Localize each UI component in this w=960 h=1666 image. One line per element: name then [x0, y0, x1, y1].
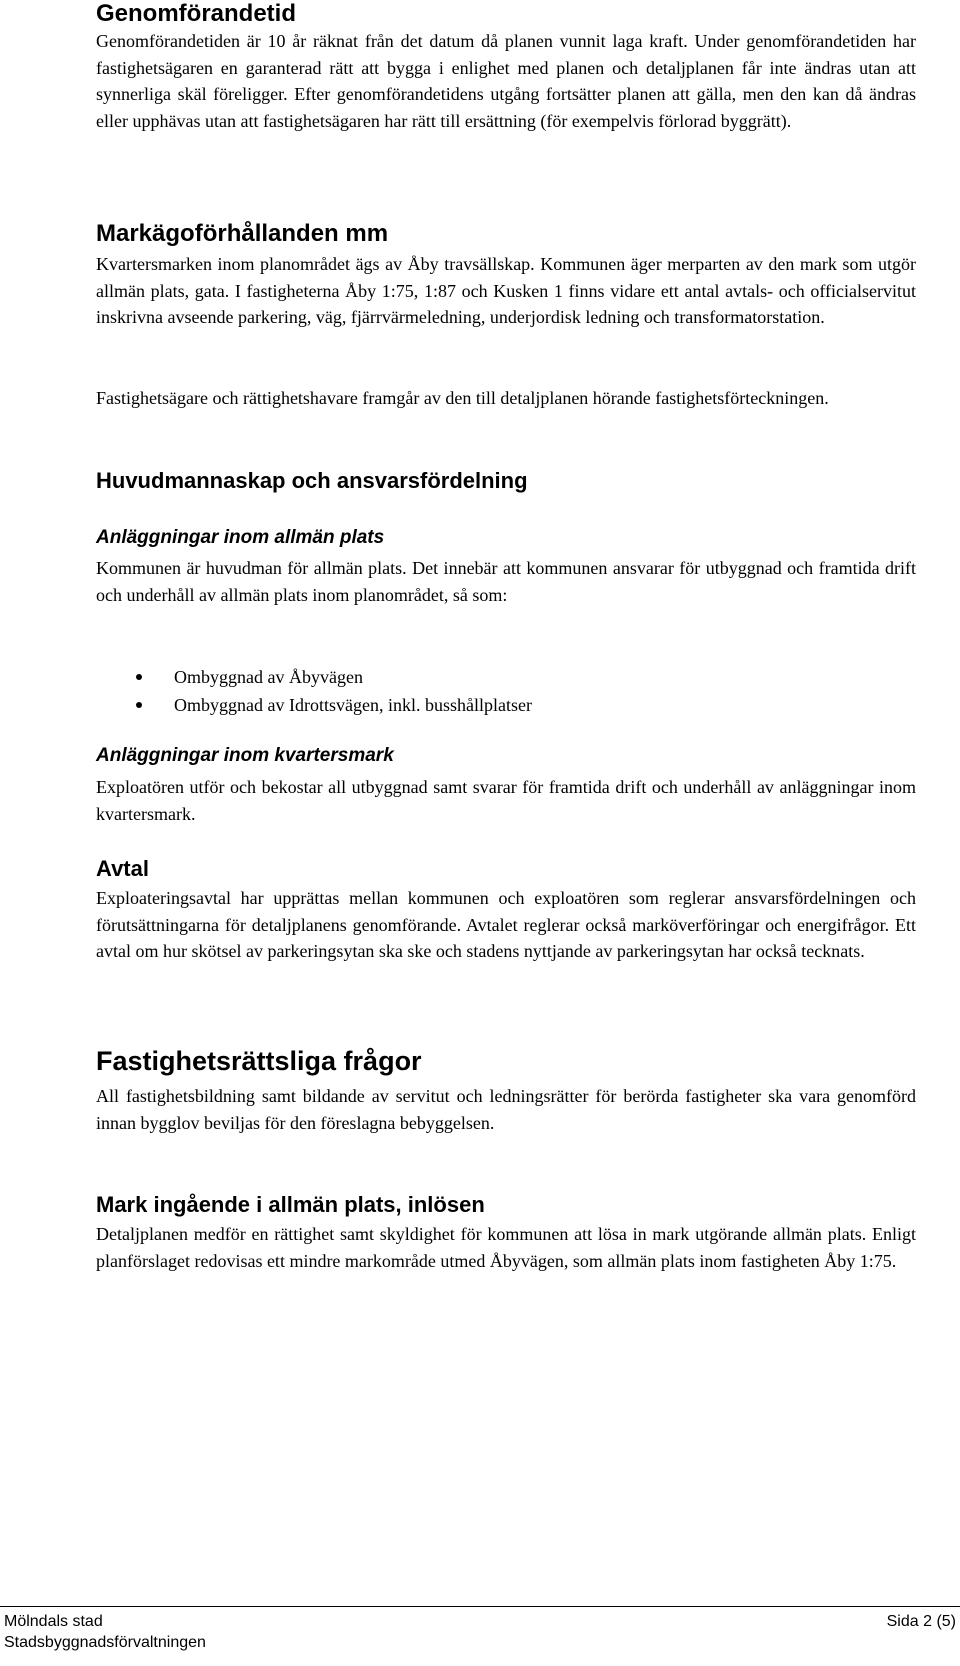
heading-huvudmannaskap: Huvudmannaskap och ansvarsfördelning	[96, 468, 528, 493]
paragraph-avtal: Exploateringsavtal har upprättas mellan kommunen och exploatören som reglerar ansvarsfördelningen och förutsättningarna för detaljplanens genomförande. Avtalet reglerar också marköverföringar och energifrågor. Ett avtal om hur skötsel av parkeringsytan ska ske och stadens nyttjande av parkeringsytan har också tecknats.	[96, 888, 916, 961]
footer-dept: Stadsbyggnadsförvaltningen	[4, 1634, 206, 1651]
heading-fastighetsratt: Fastighetsrättsliga frågor	[96, 1046, 422, 1076]
footer-divider	[0, 1606, 960, 1607]
subheading-avtal: Avtal	[96, 856, 149, 881]
paragraph-fastighetsratt: All fastighetsbildning samt bildande av servitut och ledningsrätter för berörda fastigheter ska vara genomförd innan bygglov beviljas för den föreslagna bebyggelsen.	[96, 1086, 916, 1133]
subheading-allman-plats: Anläggningar inom allmän plats	[96, 527, 385, 548]
paragraph-genomforandetid: Genomförandetiden är 10 år räknat från det datum då planen vunnit laga kraft. Under genomförandetiden har fastighetsägaren en garanterad rätt att bygga i enlighet med planen och detaljplanen får inte ändras utan att synnerliga skäl föreligger. Efter genomförandetidens utgång fortsätter planen att gälla, men den kan då ändras eller upphävas utan att fastighetsägaren har rätt till ersättning (för exempelvis förlorad byggrätt).	[96, 31, 916, 131]
footer-page-number: Sida 2 (5)	[886, 1613, 956, 1630]
bullet-icon	[136, 674, 142, 680]
paragraph-kvartersmark: Exploatören utför och bekostar all utbyggnad samt svarar för framtida drift och underhåll av anläggningar inom kvartersmark.	[96, 777, 916, 824]
subheading-kvartersmark: Anläggningar inom kvartersmark	[96, 745, 394, 766]
bullet-list	[96, 663, 916, 719]
list-item: Ombyggnad av Idrottsvägen, inkl. busshållplatser	[96, 691, 916, 719]
paragraph-markago-2: Fastighetsägare och rättighetshavare framgår av den till detaljplanen hörande fastighetsförteckningen.	[96, 388, 829, 408]
heading-mark-inlosen: Mark ingående i allmän plats, inlösen	[96, 1192, 485, 1217]
heading-genomforandetid: Genomförandetid	[96, 0, 297, 27]
paragraph-allman-plats: Kommunen är huvudman för allmän plats. Det innebär att kommunen ansvarar för utbyggnad och framtida drift och underhåll av allmän plats inom planområdet, så som:	[96, 558, 916, 605]
heading-markagoforhallanden: Markägoförhållanden mm	[96, 220, 389, 247]
list-item: Ombyggnad av Åbyvägen	[96, 663, 916, 691]
footer-org-block	[4, 1611, 206, 1653]
paragraph-markago-1: Kvartersmarken inom planområdet ägs av Åby travsällskap. Kommunen äger merparten av den mark som utgör allmän plats, gata. I fastigheterna Åby 1:75, 1:87 och Kusken 1 finns vidare ett antal avtals- och officialservitut inskrivna avseende parkering, väg, fjärrvärmeledning, underjordisk ledning och transformatorstation.	[96, 254, 916, 327]
footer-org: Mölndals stad	[4, 1613, 103, 1630]
bullet-icon	[136, 702, 142, 708]
paragraph-mark-inlosen: Detaljplanen medför en rättighet samt skyldighet för kommunen att lösa in mark utgörande allmän plats. Enligt planförslaget redovisas ett mindre markområde utmed Åbyvägen, som allmän plats inom fastigheten Åby 1:75.	[96, 1224, 916, 1271]
